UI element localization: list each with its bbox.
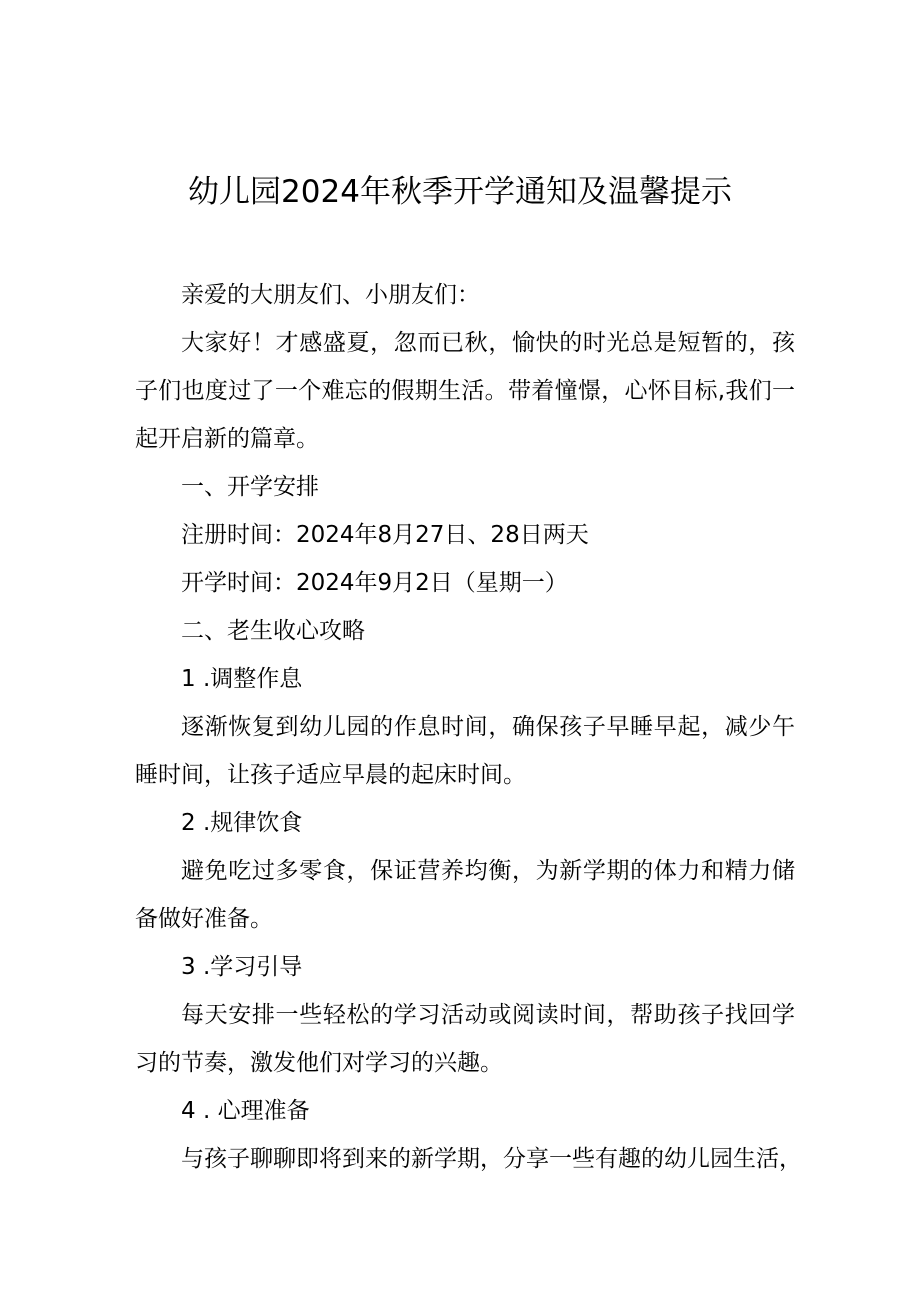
document-title: 幼儿园2024年秋季开学通知及温馨提示 xyxy=(188,174,732,210)
tip-heading-study: 3 .学习引导 xyxy=(181,954,303,980)
registration-time: 注册时间：2024年8月27日、28日两天 xyxy=(181,522,589,548)
section-heading-schedule: 一、开学安排 xyxy=(181,474,319,500)
tip-heading-mental: 4 . 心理准备 xyxy=(181,1098,310,1124)
tip-text-study: 每天安排一些轻松的学习活动或阅读时间，帮助孩子找回学习的节奏，激发他们对学习的兴趣。 xyxy=(135,1002,795,1076)
tip-text-diet: 避免吃过多零食，保证营养均衡，为新学期的体力和精力储备做好准备。 xyxy=(135,858,795,932)
greeting: 亲爱的大朋友们、小朋友们： xyxy=(181,282,480,308)
tip-heading-routine: 1 .调整作息 xyxy=(181,666,303,692)
section-heading-tips: 二、老生收心攻略 xyxy=(181,618,365,644)
tip-heading-diet: 2 .规律饮食 xyxy=(181,810,303,836)
tip-text-mental: 与孩子聊聊即将到来的新学期，分享一些有趣的幼儿园生活， xyxy=(181,1146,802,1172)
intro-paragraph: 大家好！才感盛夏，忽而已秋，愉快的时光总是短暂的，孩子们也度过了一个难忘的假期生活。带着憧憬，心怀目标,我们一起开启新的篇章。 xyxy=(135,330,795,452)
tip-text-routine: 逐渐恢复到幼儿园的作息时间，确保孩子早睡早起，减少午睡时间，让孩子适应早晨的起床时间。 xyxy=(135,714,795,788)
document-body xyxy=(135,271,802,1183)
school-start-time: 开学时间：2024年9月2日（星期一） xyxy=(181,570,568,596)
